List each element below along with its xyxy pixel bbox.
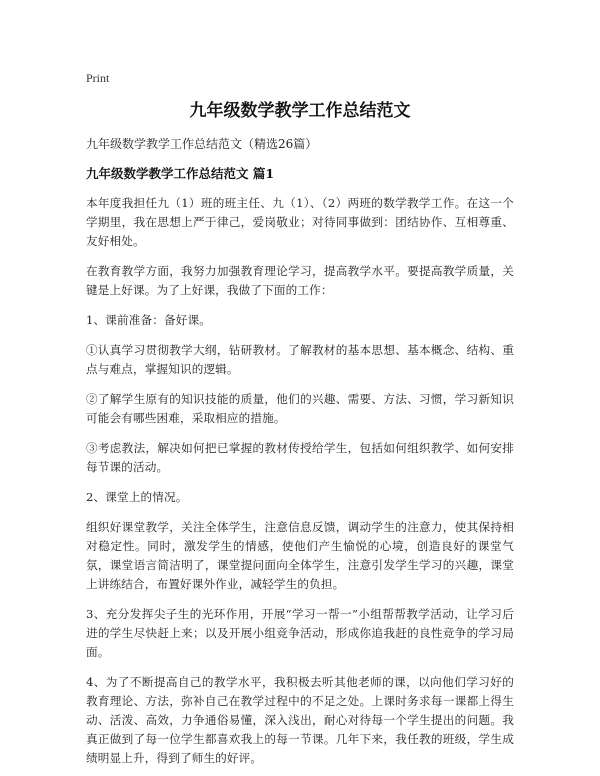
paragraph-teaching: 在教育教学方面，我努力加强教育理论学习，提高教学水平。要提高教学质量，关键是上好课。为了上好课，我做了下面的工作： bbox=[86, 264, 514, 297]
section-heading: 九年级数学教学工作总结范文 篇1 bbox=[86, 166, 275, 181]
paragraph-intro: 本年度我担任九（1）班的班主任、九（1）、（2）两班的数学教学工作。在这一个学期里，我在思想上严于律己，爱岗敬业；对待同事做到：团结协作、互相尊重、友好相处。 bbox=[86, 196, 514, 248]
document-title: 九年级数学教学工作总结范文 bbox=[189, 101, 411, 121]
paragraph-prep-heading: 1、课前准备：备好课。 bbox=[86, 313, 211, 327]
paragraph-prep-item-3: ③考虑教法，解决如何把已掌握的教材传授给学生，包括如何组织教学、如何安排每节课的活动。 bbox=[86, 441, 514, 474]
document-subtitle: 九年级数学教学工作总结范文（精选26篇） bbox=[86, 137, 318, 151]
paragraph-point-3: 3、充分发挥尖子生的光环作用，开展“学习一帮一”小组帮帮教学活动，让学习后进的学生尽快赶上来；以及开展小组竞争活动，形成你追我赶的良性竞争的学习局面。 bbox=[86, 607, 514, 659]
paragraph-class-heading: 2、课堂上的情况。 bbox=[86, 490, 188, 504]
paragraph-class-detail: 组织好课堂教学，关注全体学生，注意信息反馈，调动学生的注意力，使其保持相对稳定性。同时，激发学生的情感，使他们产生愉悦的心境，创造良好的课堂气氛，课堂语言简洁明了，课堂提问面向全体学生，注意引发学生学习的兴趣，课堂上讲练结合，布置好课外作业，减轻学生的负担。 bbox=[86, 520, 514, 591]
paragraph-prep-item-2: ②了解学生原有的知识技能的质量，他们的兴趣、需要、方法、习惯，学习新知识可能会有哪些困难，采取相应的措施。 bbox=[86, 392, 514, 425]
paragraph-point-4: 4、为了不断提高自己的教学水平，我积极去听其他老师的课，以向他们学习好的教育理论、方法，弥补自己在教学过程中的不足之处。上课时务求每一课都上得生动、活泼、高效，力争通俗易懂，深入浅出，耐心对待每一个学生提出的问题。我真正做到了每一位学生都喜欢我上的每一节课。几年下来，我任教的班级，学生成绩明显上升，得到了师生的好评。 bbox=[86, 675, 514, 765]
paragraph-prep-item-1: ①认真学习贯彻教学大纲，钻研教材。了解教材的基本思想、基本概念、结构、重点与难点，掌握知识的逻辑。 bbox=[86, 343, 514, 376]
print-link[interactable]: Print bbox=[86, 71, 110, 85]
